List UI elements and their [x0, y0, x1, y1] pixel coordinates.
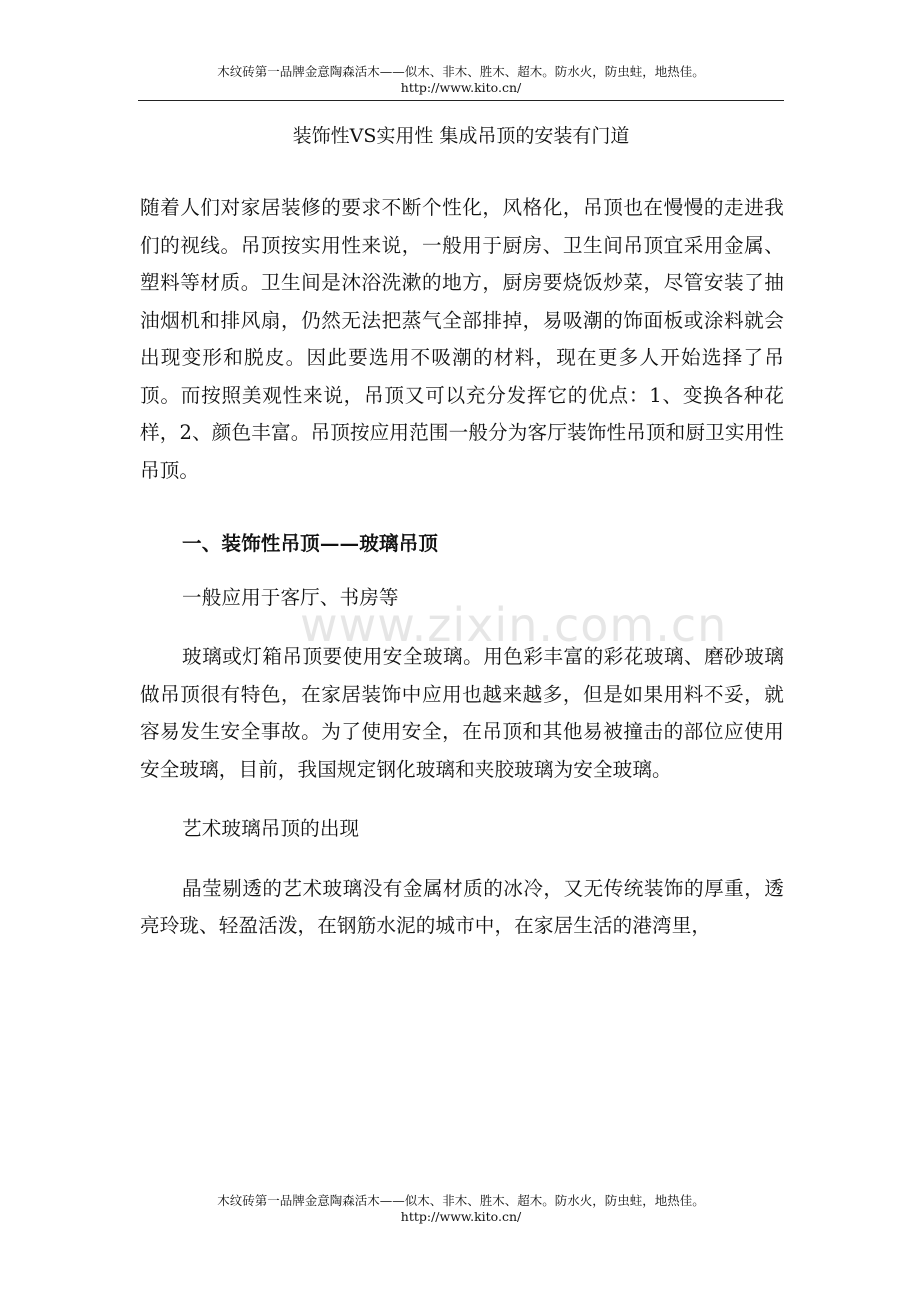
- footer-url[interactable]: http://www.kito.cn/: [400, 1209, 522, 1224]
- document-title: 装饰性VS实用性 集成吊顶的安装有门道: [292, 125, 630, 147]
- intro-paragraph: 随着人们对家居装修的要求不断个性化，风格化，吊顶也在慢慢的走进我们的视线。吊顶按实用性来说，一般用于厨房、卫生间吊顶宜采用金属、塑料等材质。卫生间是沐浴洗漱的地方，厨房要烧饭炒菜，尽管安装了抽油烟机和排风扇，仍然无法把蒸气全部排掉，易吸潮的饰面板或涂料就会出现变形和脱皮。因此要选用不吸潮的材料，现在更多人开始选择了吊顶。而按照美观性来说，吊顶又可以充分发挥它的优点：1、变换各种花样，2、颜色丰富。吊顶按应用范围一般分为客厅装饰性吊顶和厨卫实用性吊顶。: [140, 196, 784, 482]
- glass-paragraph: 玻璃或灯箱吊顶要使用安全玻璃。用色彩丰富的彩花玻璃、磨砂玻璃做吊顶很有特色，在家居装饰中应用也越来越多，但是如果用料不妥，就容易发生安全事故。为了使用安全，在吊顶和其他易被撞击的部位应使用安全玻璃，目前，我国规定钢化玻璃和夹胶玻璃为安全玻璃。: [140, 645, 784, 781]
- header-divider: [138, 100, 784, 101]
- art-glass-paragraph: 晶莹剔透的艺术玻璃没有金属材质的冰冷，又无传统装饰的厚重，透亮玲珑、轻盈活泼，在钢筋水泥的城市中，在家居生活的港湾里，: [140, 876, 784, 937]
- page-footer: [138, 1193, 784, 1225]
- section-heading: 一、装饰性吊顶——玻璃吊顶: [182, 532, 439, 555]
- header-slogan: 木纹砖第一品牌金意陶森活木——似木、非木、胜木、超木。防水火，防虫蛀，地热佳。: [217, 64, 705, 79]
- document-body: [140, 189, 784, 945]
- header-url[interactable]: http://www.kito.cn/: [400, 80, 522, 95]
- art-glass-heading: 艺术玻璃吊顶的出现: [182, 817, 360, 840]
- usage-line: 一般应用于客厅、书房等: [182, 585, 399, 609]
- page-header: [138, 64, 784, 96]
- footer-slogan: 木纹砖第一品牌金意陶森活木——似木、非木、胜木、超木。防水火，防虫蛀，地热佳。: [217, 1193, 705, 1208]
- watermark: www.zixin.com.cn: [300, 598, 728, 652]
